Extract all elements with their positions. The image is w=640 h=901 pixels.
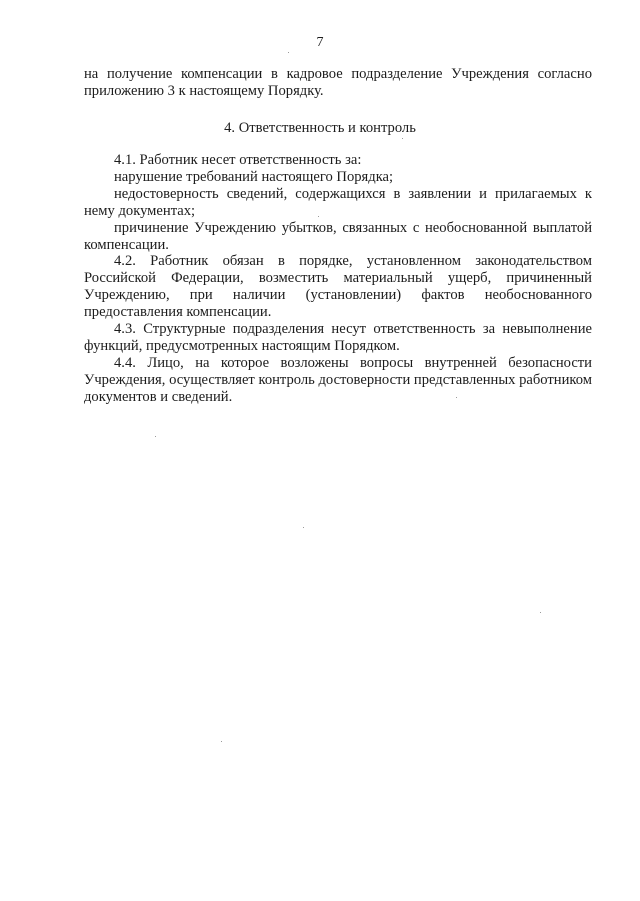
list-item-violation: нарушение требований настоящего Порядка; [114,168,394,185]
scan-speck [303,527,304,528]
scan-speck [402,138,403,139]
paragraph-4-2: 4.2. Работник обязан в порядке, установленном законодательством Российской Федерации, возместить материальный ущерб, причиненный Учреждению, при наличии (установлении) фактов необоснованного предоставления компенсации. [84,253,592,321]
section-heading: 4. Ответственность и контроль [224,120,416,136]
scan-speck [456,397,457,398]
list-item-damages: причинение Учреждению убытков, связанных с необоснованной выплатой компенсации. [84,219,592,253]
list-item-false-info: недостоверность сведений, содержащихся в заявлении и прилагаемых к нему документах; [84,185,592,219]
scan-speck [540,612,541,613]
page-number: 7 [316,35,324,50]
paragraph-4-4: 4.4. Лицо, на которое возложены вопросы внутренней безопасности Учреждения, осуществляет контроль достоверности представленных работником документов и сведений. [84,354,592,405]
scan-speck [155,436,156,437]
scan-speck [288,52,289,53]
section-body [84,152,592,406]
continuation-text [84,66,592,100]
continuation-paragraph: на получение компенсации в кадровое подразделение Учреждения согласно приложению 3 к настоящему Порядку. [84,66,592,99]
scan-speck [318,216,319,217]
paragraph-4-3: 4.3. Структурные подразделения несут ответственность за невыполнение функций, предусмотренных настоящим Порядком. [84,321,592,354]
paragraph-4-1: 4.1. Работник несет ответственность за: [114,152,362,168]
scan-speck [221,741,222,742]
